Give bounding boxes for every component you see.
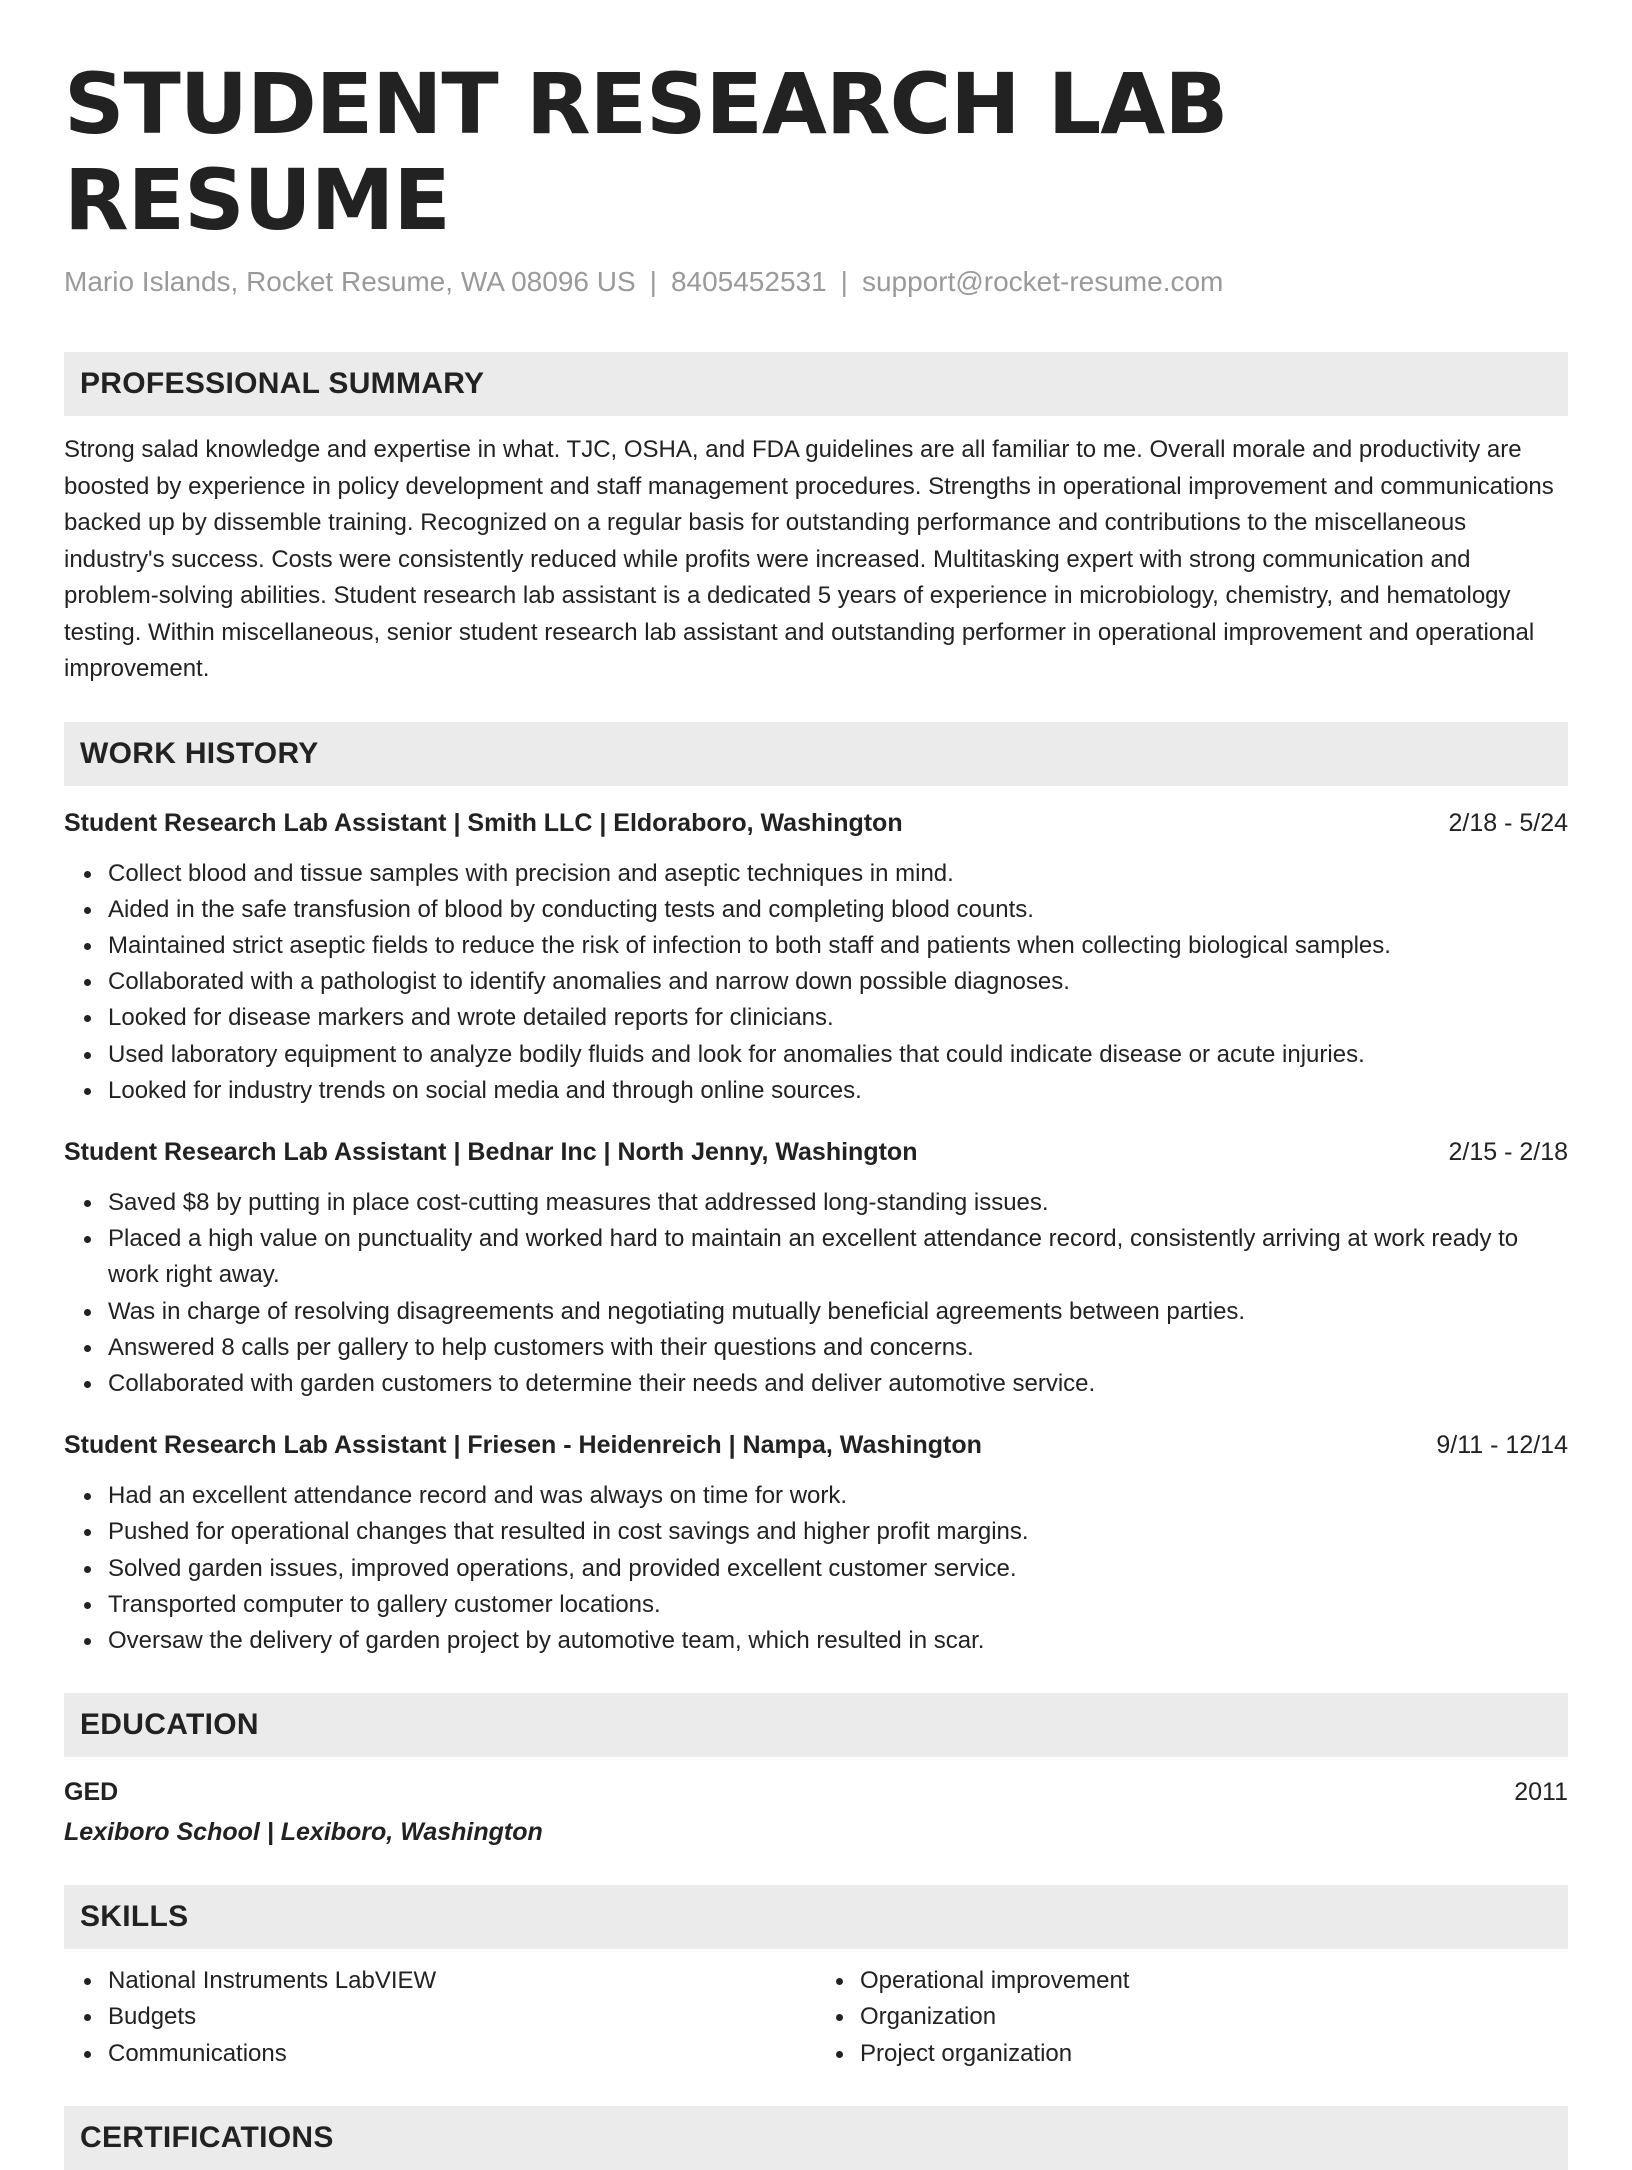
list-item: Operational improvement (860, 1963, 1568, 1999)
summary-section (64, 352, 1568, 688)
list-item: Budgets (108, 1999, 816, 2035)
certifications-section (64, 2106, 1568, 2170)
contact-separator: | (649, 266, 657, 297)
list-item: Had an excellent attendance record and was always on time for work. (108, 1478, 1568, 1514)
list-item: Saved $8 by putting in place cost-cutting measures that addressed long-standing issues. (108, 1185, 1568, 1221)
skills-column-left (64, 1963, 816, 2072)
job-entry (64, 1428, 1568, 1659)
education-year: 2011 (1514, 1778, 1568, 1807)
summary-text: Strong salad knowledge and expertise in what. TJC, OSHA, and FDA guidelines are all familiar to me. Overall morale and productivity are boosted by experience in policy development and staff management procedures. Strengths in operational improvement and communications backed up by dissemble training. Recognized on a regular basis for outstanding performance and contributions to the miscellaneous industry's success. Costs were consistently reduced while profits were increased. Multitasking expert with strong communication and problem-solving abilities. Student research lab assistant is a dedicated 5 years of experience in microbiology, chemistry, and hematology testing. Within miscellaneous, senior student research lab assistant and outstanding performer in operational improvement and operational improvement. (64, 436, 1554, 682)
certifications-heading: CERTIFICATIONS (64, 2106, 1568, 2170)
work-history-section (64, 722, 1568, 1660)
job-dates: 9/11 - 12/14 (1436, 1431, 1568, 1460)
skills-grid (64, 1963, 1568, 2072)
contact-phone: 8405452531 (670, 266, 827, 297)
list-item: Oversaw the delivery of garden project by automotive team, which resulted in scar. (108, 1623, 1568, 1659)
list-item: Collect blood and tissue samples with precision and aseptic techniques in mind. (108, 856, 1568, 892)
education-school: Lexiboro School | Lexiboro, Washington (64, 1818, 543, 1847)
job-dates: 2/15 - 2/18 (1448, 1137, 1568, 1166)
list-item: Answered 8 calls per gallery to help customers with their questions and concerns. (108, 1330, 1568, 1366)
job-bullets (64, 1185, 1568, 1402)
job-dates: 2/18 - 5/24 (1448, 808, 1568, 837)
list-item: Collaborated with garden customers to determine their needs and deliver automotive service. (108, 1366, 1568, 1402)
job-entry (64, 806, 1568, 1109)
list-item: Transported computer to gallery customer locations. (108, 1587, 1568, 1623)
summary-heading: PROFESSIONAL SUMMARY (64, 352, 1568, 416)
job-bullets (64, 856, 1568, 1109)
list-item: Looked for disease markers and wrote detailed reports for clinicians. (108, 1000, 1568, 1036)
list-item: Placed a high value on punctuality and worked hard to maintain an excellent attendance record, consistently arriving at work ready to work right away. (108, 1221, 1568, 1293)
job-entry (64, 1135, 1568, 1402)
list-item: Looked for industry trends on social media and through online sources. (108, 1073, 1568, 1109)
list-item: Solved garden issues, improved operations, and provided excellent customer service. (108, 1551, 1568, 1587)
resume-title: STUDENT RESEARCH LAB RESUME (64, 55, 1228, 249)
list-item: Pushed for operational changes that resulted in cost savings and higher profit margins. (108, 1514, 1568, 1550)
list-item: Organization (860, 1999, 1568, 2035)
contact-email: support@rocket-resume.com (861, 266, 1224, 297)
job-header (64, 1428, 1568, 1462)
education-degree: GED (64, 1778, 119, 1807)
list-item: Collaborated with a pathologist to identify anomalies and narrow down possible diagnoses. (108, 964, 1568, 1000)
list-item: National Instruments LabVIEW (108, 1963, 816, 1999)
skills-column-right (816, 1963, 1568, 2072)
work-history-heading: WORK HISTORY (64, 722, 1568, 786)
contact-line (64, 264, 1568, 300)
education-section (64, 1693, 1568, 1851)
list-item: Was in charge of resolving disagreements and negotiating mutually beneficial agreements between parties. (108, 1294, 1568, 1330)
job-title: Student Research Lab Assistant | Bednar Inc | North Jenny, Washington (64, 1137, 918, 1166)
job-bullets (64, 1478, 1568, 1659)
list-item: Communications (108, 2036, 816, 2072)
skills-section (64, 1885, 1568, 2072)
skills-heading: SKILLS (64, 1885, 1568, 1949)
list-item: Maintained strict aseptic fields to reduce the risk of infection to both staff and patients when collecting biological samples. (108, 928, 1568, 964)
job-header (64, 806, 1568, 840)
job-header (64, 1135, 1568, 1169)
list-item: Aided in the safe transfusion of blood by conducting tests and completing blood counts. (108, 892, 1568, 928)
list-item: Used laboratory equipment to analyze bodily fluids and look for anomalies that could indicate disease or acute injuries. (108, 1037, 1568, 1073)
job-title: Student Research Lab Assistant | Smith LLC | Eldoraboro, Washington (64, 808, 903, 837)
education-heading: EDUCATION (64, 1693, 1568, 1757)
contact-separator: | (840, 266, 848, 297)
education-entry (64, 1775, 1568, 1809)
list-item: Project organization (860, 2036, 1568, 2072)
job-title: Student Research Lab Assistant | Friesen - Heidenreich | Nampa, Washington (64, 1431, 982, 1460)
contact-address: Mario Islands, Rocket Resume, WA 08096 US (64, 266, 636, 297)
